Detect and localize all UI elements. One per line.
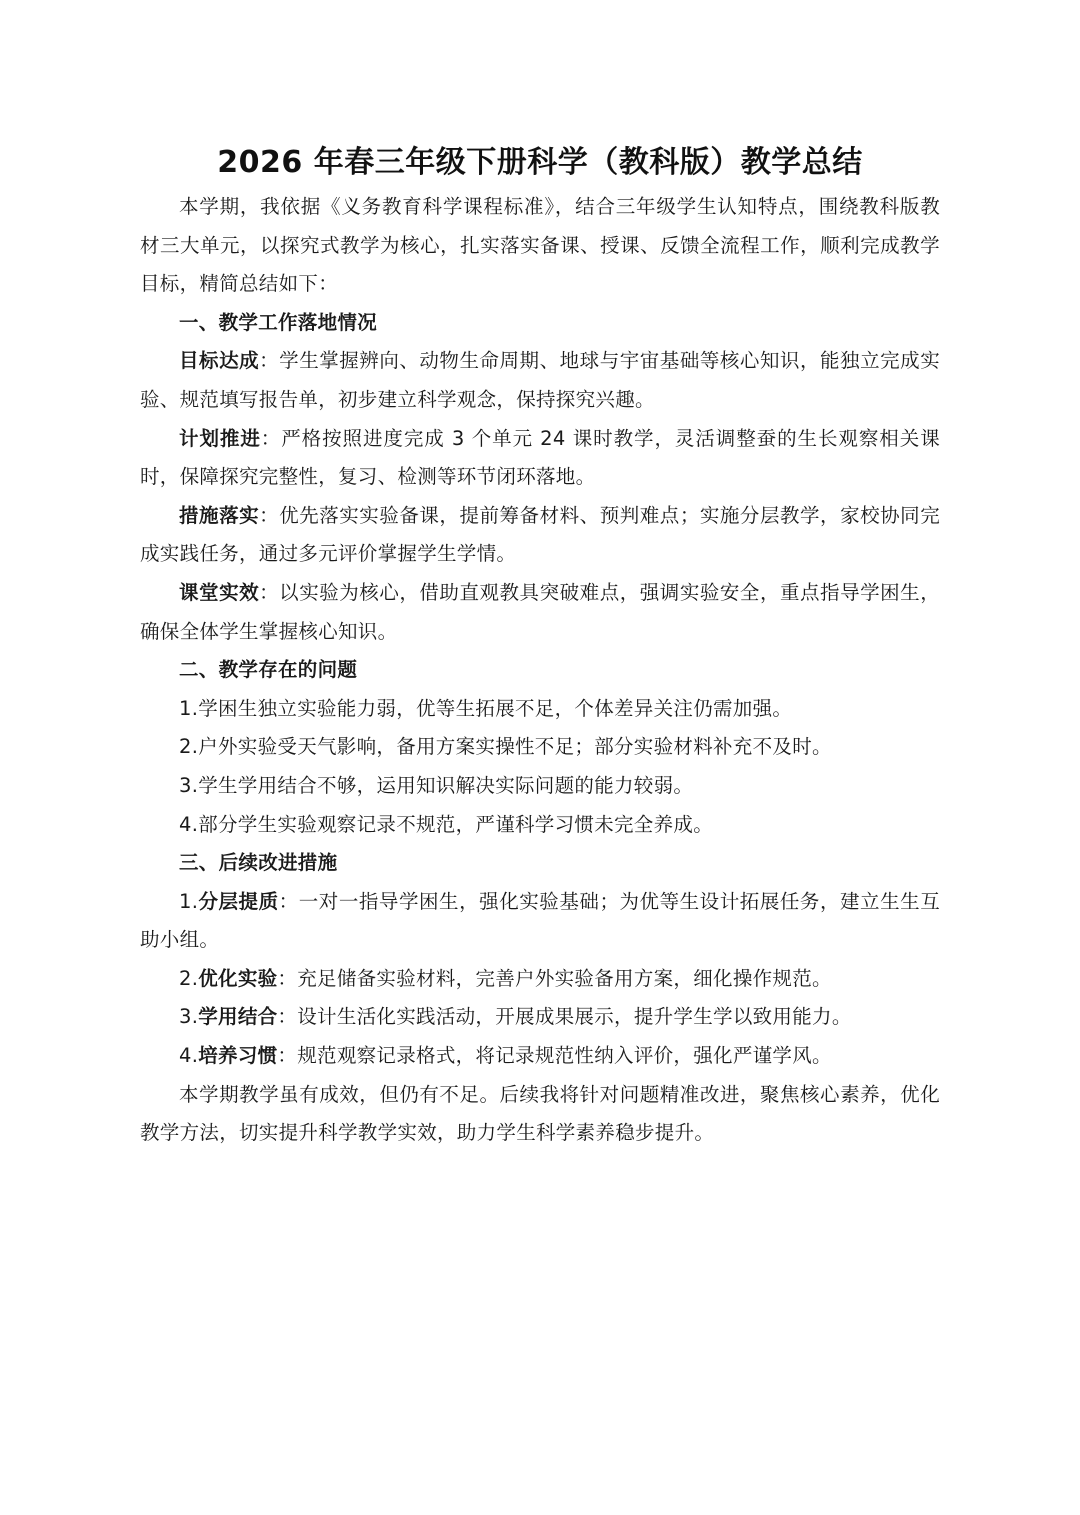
section-3-item bbox=[140, 883, 940, 960]
item-label: 目标达成 bbox=[179, 349, 260, 373]
section-3-item bbox=[140, 1037, 940, 1076]
item-text: ：规范观察记录格式，将记录规范性纳入评价，强化严谨学风。 bbox=[277, 1044, 832, 1068]
section-1-item bbox=[140, 342, 940, 419]
item-label: 课堂实效 bbox=[179, 580, 260, 604]
section-1-item bbox=[140, 574, 940, 651]
section-1-heading: 一、教学工作落地情况 bbox=[179, 310, 378, 334]
intro-paragraph: 本学期，我依据《义务教育科学课程标准》，结合三年级学生认知特点，围绕教科版教材三大单元，以探究式教学为核心，扎实落实备课、授课、反馈全流程工作，顺利完成教学目标，精简总结如下： bbox=[140, 195, 940, 296]
section-2-heading: 二、教学存在的问题 bbox=[179, 658, 358, 682]
section-2-item: 3.学生学用结合不够，运用知识解决实际问题的能力较弱。 bbox=[179, 773, 694, 797]
item-number: 1. bbox=[179, 889, 199, 913]
item-label: 学用结合 bbox=[198, 1005, 278, 1029]
section-3-item bbox=[140, 998, 940, 1037]
section-2-item: 4.部分学生实验观察记录不规范，严谨科学习惯未完全养成。 bbox=[179, 812, 714, 836]
item-text: ：学生掌握辨向、动物生命周期、地球与宇宙基础等核心知识，能独立完成实验、规范填写报告单，初步建立科学观念，保持探究兴趣。 bbox=[140, 349, 941, 411]
item-text: ：严格按照进度完成 3 个单元 24 课时教学，灵活调整蚕的生长观察相关课时，保障探究完整性，复习、检测等环节闭环落地。 bbox=[140, 426, 940, 489]
item-number: 2. bbox=[179, 966, 199, 990]
item-text: ：一对一指导学困生，强化实验基础；为优等生设计拓展任务，建立生生互助小组。 bbox=[140, 889, 941, 952]
item-label: 措施落实 bbox=[179, 503, 260, 527]
item-text: ：以实验为核心，借助直观教具突破难点，强调实验安全，重点指导学困生，确保全体学生掌握核心知识。 bbox=[140, 580, 941, 643]
item-label: 分层提质 bbox=[198, 889, 279, 913]
item-label: 培养习惯 bbox=[198, 1044, 278, 1068]
section-2-item: 1.学困生独立实验能力弱，优等生拓展不足，个体差异关注仍需加强。 bbox=[179, 696, 793, 720]
section-3-item bbox=[140, 960, 940, 999]
item-text: ：优先落实实验备课，提前筹备材料、预判难点；实施分层教学，家校协同完成实践任务，通过多元评价掌握学生学情。 bbox=[140, 503, 941, 566]
document-page bbox=[140, 142, 940, 1153]
conclusion-paragraph: 本学期教学虽有成效，但仍有不足。后续我将针对问题精准改进，聚焦核心素养，优化教学方法，切实提升科学教学实效，助力学生科学素养稳步提升。 bbox=[140, 1082, 940, 1145]
item-number: 4. bbox=[179, 1044, 199, 1068]
item-text: ：设计生活化实践活动，开展成果展示，提升学生学以致用能力。 bbox=[277, 1005, 852, 1029]
section-3-heading: 三、后续改进措施 bbox=[179, 851, 338, 875]
section-2-item: 2.户外实验受天气影响，备用方案实操性不足；部分实验材料补充不及时。 bbox=[179, 735, 832, 759]
section-1-item bbox=[140, 497, 940, 574]
document-title: 2026 年春三年级下册科学（教科版）教学总结 bbox=[217, 145, 863, 180]
item-label: 优化实验 bbox=[198, 966, 278, 990]
item-number: 3. bbox=[179, 1005, 199, 1029]
item-label: 计划推进 bbox=[179, 426, 261, 450]
item-text: ：充足储备实验材料，完善户外实验备用方案，细化操作规范。 bbox=[277, 966, 832, 990]
section-1-item bbox=[140, 420, 940, 497]
